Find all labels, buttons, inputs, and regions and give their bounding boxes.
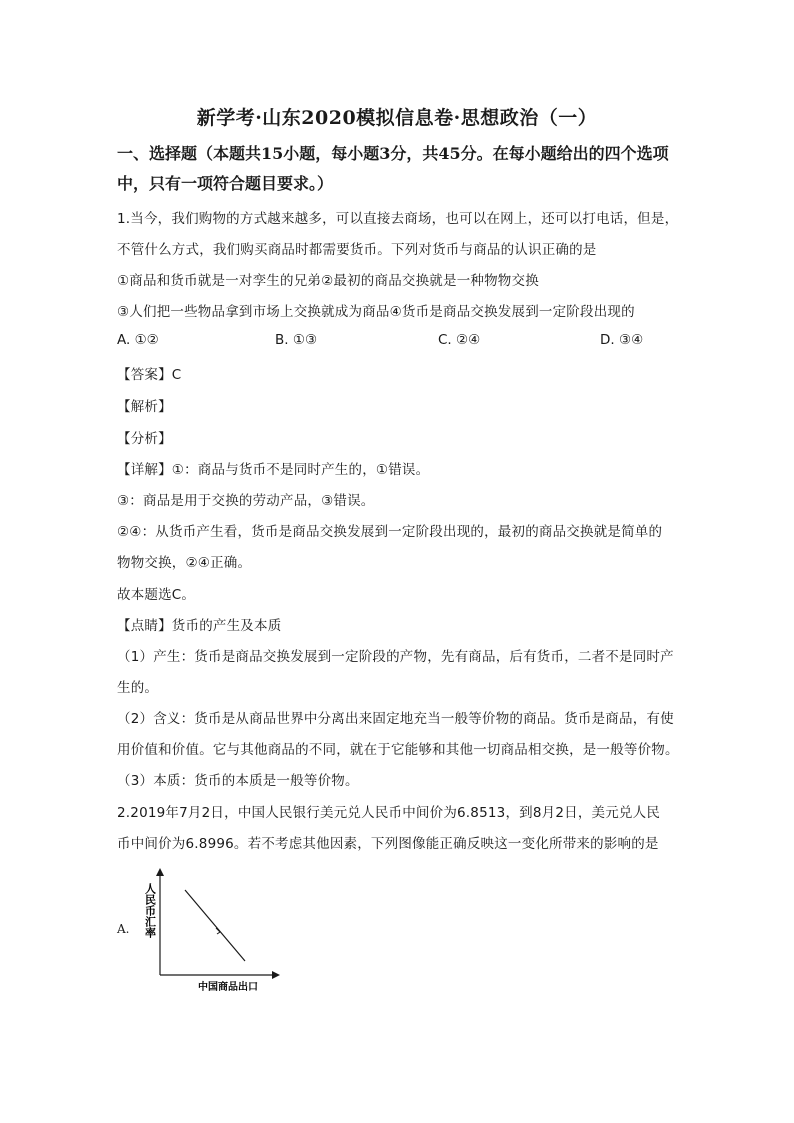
q1-statement-2: ③人们把一些物品拿到市场上交换就成为商品④货币是商品交换发展到一定阶段出现的 <box>117 304 635 320</box>
section-heading-line2: 中，只有一项符合题目要求。） <box>117 174 334 193</box>
graph-x-axis-label: 中国商品出口 <box>198 982 258 993</box>
graph-y-axis-arrow <box>156 868 164 876</box>
q1-stem-line1: 1.当今，我们购物的方式越来越多，可以直接去商场，也可以在网上，还可以打电话，但是， <box>117 211 679 227</box>
q1-dianjing: 【点睛】货币的产生及本质 <box>117 618 282 634</box>
q2-stem-line2: 币中间价为6.8996。若不考虑其他因素，下列图像能正确反映这一变化所带来的影响的是 <box>117 836 659 852</box>
q1-detail-2: ③：商品是用于交换的劳动产品，③错误。 <box>117 493 375 509</box>
q1-option-c: C. ②④ <box>438 332 481 348</box>
q1-jiexi-label: 【解析】 <box>117 399 172 415</box>
q1-point-2a: （2）含义：货币是从商品世界中分离出来固定地充当一般等价物的商品。货币是商品，有使 <box>117 711 674 727</box>
q2-option-a-graph <box>110 868 300 998</box>
graph-x-axis-arrow <box>272 971 280 979</box>
q1-option-d: D. ③④ <box>600 332 644 348</box>
q1-fenxi-label: 【分析】 <box>117 431 172 447</box>
document-title: 新学考·山东2020模拟信息卷·思想政治（一） <box>196 107 598 129</box>
q1-point-1a: （1）产生：货币是商品交换发展到一定阶段的产物，先有商品，后有货币，二者不是同时产 <box>117 649 674 665</box>
q1-stem-line2: 不管什么方式，我们购买商品时都需要货币。下列对货币与商品的认识正确的是 <box>117 242 597 258</box>
q2-stem-line1: 2.2019年7月2日，中国人民银行美元兑人民币中间价为6.8513，到8月2日，美元兑人民 <box>117 805 661 821</box>
q1-detail-3: ②④：从货币产生看，货币是商品交换发展到一定阶段出现的，最初的商品交换就是简单的 <box>117 524 663 540</box>
q1-option-b: B. ①③ <box>275 332 318 348</box>
q2-option-a-label: A. <box>117 922 130 936</box>
q1-point-2b: 用价值和价值。它与其他商品的不同，就在于它能够和其他一切商品相交换，是一般等价物。 <box>117 742 679 758</box>
q1-option-a: A. ①② <box>117 332 159 348</box>
q1-detail-1: 【详解】①：商品与货币不是同时产生的，①错误。 <box>117 462 430 478</box>
graph-trend-line <box>185 890 245 961</box>
q1-statement-1: ①商品和货币就是一对孪生的兄弟②最初的商品交换就是一种物物交换 <box>117 273 539 289</box>
q1-conclusion: 故本题选C。 <box>117 587 196 603</box>
q1-point-3: （3）本质：货币的本质是一般等价物。 <box>117 773 359 789</box>
q1-answer: 【答案】C <box>117 367 182 383</box>
graph-y-axis-label: 人民币汇率 <box>143 883 157 938</box>
section-heading-line1: 一、选择题（本题共15小题，每小题3分，共45分。在每小题给出的四个选项 <box>117 144 669 163</box>
q1-detail-4: 物物交换，②④正确。 <box>117 555 252 571</box>
q1-point-1b: 生的。 <box>117 680 159 696</box>
